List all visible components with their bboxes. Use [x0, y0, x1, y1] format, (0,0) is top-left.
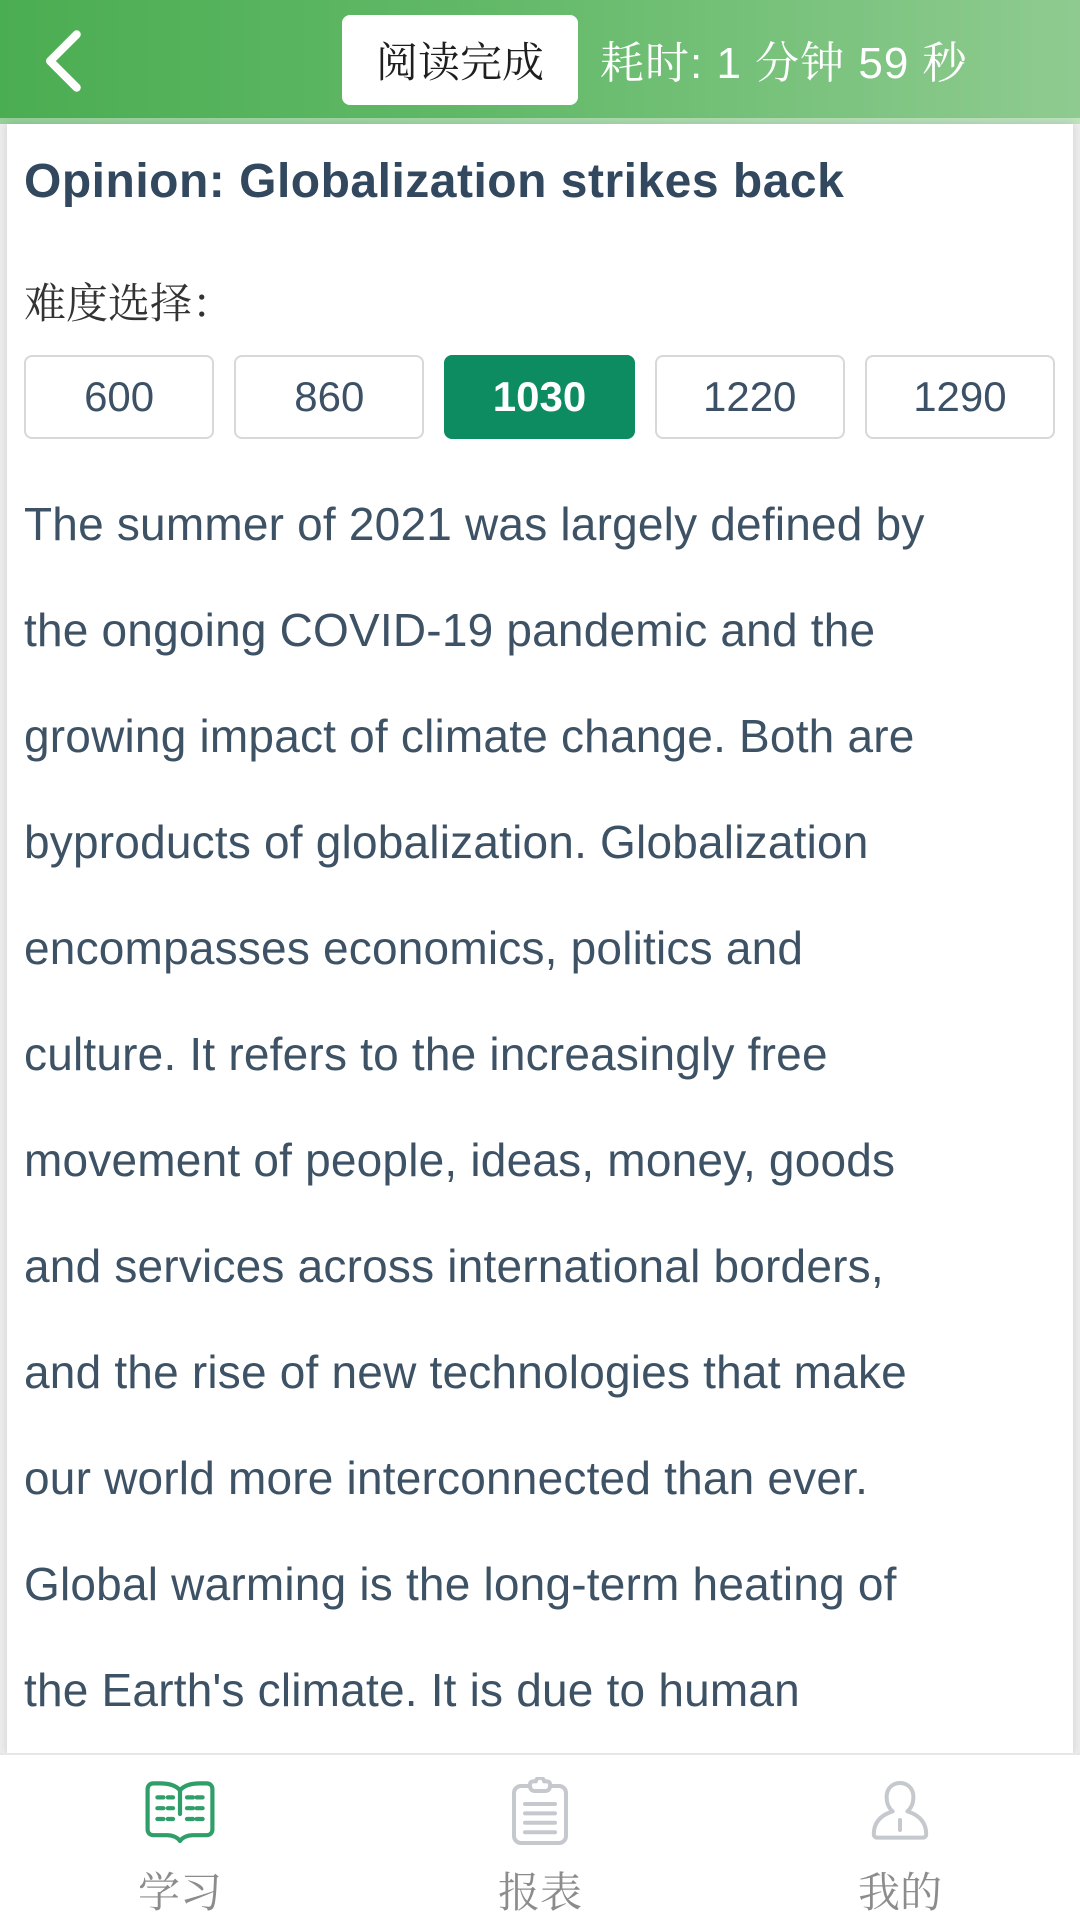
back-button[interactable] [38, 24, 118, 100]
article-line: growing impact of climate change. Both are [24, 710, 915, 762]
difficulty-options [24, 355, 1055, 439]
article-line: our world more interconnected than ever. [24, 1452, 869, 1504]
difficulty-option[interactable]: 1030 [444, 355, 634, 439]
difficulty-option[interactable]: 1220 [655, 355, 845, 439]
article-card [7, 124, 1073, 1753]
tab-label: 我的 [857, 1869, 942, 1916]
difficulty-option[interactable]: 600 [24, 355, 214, 439]
article-line: the ongoing COVID-19 pandemic and the [24, 604, 876, 656]
tab-label: 报表 [497, 1869, 582, 1916]
difficulty-option[interactable]: 1290 [865, 355, 1055, 439]
article-line: movement of people, ideas, money, goods [24, 1134, 896, 1186]
tab-label: 学习 [137, 1869, 222, 1916]
tab-study[interactable] [0, 1755, 360, 1920]
article-line: and the rise of new technologies that make [24, 1346, 907, 1398]
app-header [0, 0, 1080, 124]
article-title: Opinion: Globalization strikes back [24, 155, 845, 208]
reading-complete-button[interactable]: 阅读完成 [342, 15, 578, 105]
clipboard-icon [509, 1775, 571, 1848]
bottom-tab-bar [0, 1753, 1080, 1920]
difficulty-label: 难度选择： [24, 280, 235, 327]
article-line: The summer of 2021 was largely defined by [24, 498, 925, 550]
difficulty-option[interactable]: 860 [234, 355, 424, 439]
chevron-left-icon [38, 26, 96, 99]
tab-profile[interactable] [720, 1755, 1080, 1920]
tab-reports[interactable] [360, 1755, 720, 1920]
open-book-icon [143, 1775, 217, 1848]
article-line: encompasses economics, politics and [24, 922, 804, 974]
article-line: culture. It refers to the increasingly free [24, 1028, 828, 1080]
article-line: and services across international borders, [24, 1240, 884, 1292]
elapsed-time-label: 耗时: 1 分钟 59 秒 [600, 39, 968, 88]
article-body [24, 471, 1055, 1743]
article-line: the Earth's climate. It is due to human [24, 1664, 800, 1716]
article-line: Global warming is the long-term heating of [24, 1558, 897, 1610]
user-icon [867, 1775, 933, 1848]
article-line: byproducts of globalization. Globalization [24, 816, 869, 868]
